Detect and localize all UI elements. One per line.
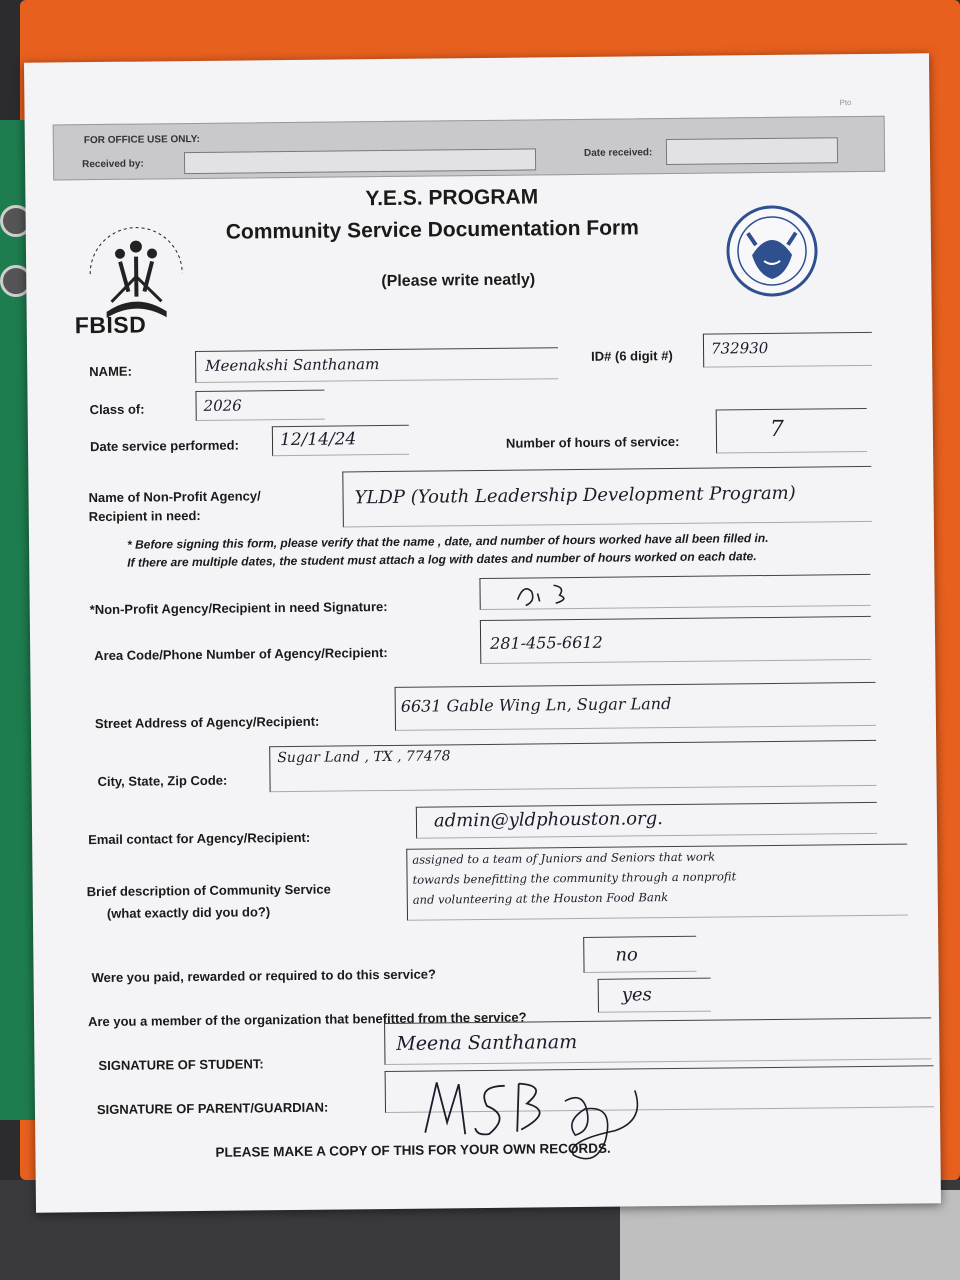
street-label: Street Address of Agency/Recipient:: [94, 713, 320, 732]
write-neatly-note: (Please write neatly): [381, 271, 536, 291]
description-line1: assigned to a team of Juniors and Seniors that work: [412, 849, 716, 867]
logo-name: FBISD: [74, 311, 147, 339]
id-value: 732930: [710, 338, 769, 358]
student-signature-value: Meena Santhanam: [396, 1031, 578, 1055]
description-line3: and volunteering at the Houston Food Bank: [412, 890, 669, 907]
phone-label: Area Code/Phone Number of Agency/Recipient:: [94, 644, 388, 664]
city-field[interactable]: [269, 740, 876, 792]
name-value: Meenakshi Santhanam: [205, 355, 380, 375]
program-title: Y.E.S. PROGRAM: [365, 185, 539, 211]
member-field[interactable]: [598, 978, 711, 1013]
name-label: NAME:: [89, 363, 132, 380]
member-value: yes: [621, 984, 652, 1006]
class-label: Class of:: [89, 401, 145, 418]
phone-value: 281-455-6612: [490, 632, 603, 653]
received-by-label: Received by:: [82, 158, 144, 171]
city-value: Sugar Land , TX , 77478: [277, 748, 451, 767]
date-received-field[interactable]: [666, 137, 838, 165]
copy-records-note: PLEASE MAKE A COPY OF THIS FOR YOUR OWN RECORDS.: [215, 1140, 611, 1160]
hours-label: Number of hours of service:: [505, 433, 680, 451]
student-signature-label: SIGNATURE OF STUDENT:: [98, 1056, 264, 1074]
paid-value: no: [615, 944, 638, 966]
office-use-section: [53, 116, 886, 181]
date-received-label: Date received:: [583, 147, 653, 159]
class-value: 2026: [203, 396, 242, 415]
description-line2: towards benefitting the community through a nonprofit: [412, 869, 737, 887]
agency-label-line2: Recipient in need:: [88, 507, 201, 525]
date-label: Date service performed:: [89, 437, 239, 455]
corner-mark: Pto: [839, 98, 852, 108]
city-label: City, State, Zip Code:: [97, 772, 228, 790]
description-label-line1: Brief description of Community Service: [86, 881, 331, 900]
id-label: ID# (6 digit #): [591, 347, 673, 364]
form-title: Community Service Documentation Form: [225, 216, 639, 244]
received-by-field[interactable]: [184, 148, 536, 174]
agency-signature-mark: [509, 579, 589, 615]
hours-field[interactable]: [716, 408, 867, 454]
paid-field[interactable]: [583, 936, 696, 973]
email-value: admin@yldphouston.org.: [433, 808, 664, 832]
description-label-line2: (what exactly did you do?): [106, 904, 271, 921]
form-paper: [24, 53, 941, 1212]
fbisd-logo: [75, 201, 196, 342]
member-label: Are you a member of the organization that benefitted from the service?: [87, 1009, 527, 1030]
dulles-vikings-seal: [726, 204, 819, 297]
office-use-heading: FOR OFFICE USE ONLY:: [83, 133, 200, 147]
email-label: Email contact for Agency/Recipient:: [88, 829, 311, 848]
verify-note-line1: * Before signing this form, please verify that the name , date, and number of hours worked have all been filled in.: [126, 531, 769, 552]
agency-label-line1: Name of Non-Profit Agency/: [88, 488, 261, 506]
date-value: 12/14/24: [279, 429, 357, 451]
agency-name-value: YLDP (Youth Leadership Development Program): [354, 482, 796, 509]
paid-label: Were you paid, rewarded or required to do this service?: [91, 966, 437, 986]
parent-signature-label: SIGNATURE OF PARENT/GUARDIAN:: [96, 1099, 329, 1118]
verify-note-line2: If there are multiple dates, the student must attach a log with dates and number of hours worked on each date.: [127, 549, 757, 570]
agency-signature-label: *Non-Profit Agency/Recipient in need Signature:: [89, 598, 388, 618]
hours-value: 7: [769, 416, 785, 442]
street-value: 6631 Gable Wing Ln, Sugar Land: [400, 694, 672, 716]
parent-signature-mark: [415, 1070, 656, 1178]
